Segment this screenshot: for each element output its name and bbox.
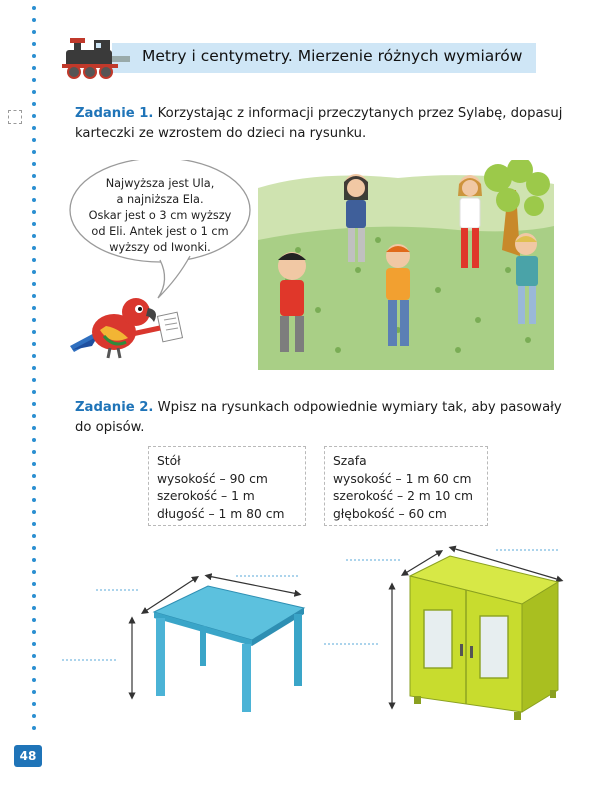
wardrobe-box-line-2: szerokość – 2 m 10 cm (333, 489, 473, 503)
margin-dot (32, 330, 36, 334)
margin-dot (32, 570, 36, 574)
margin-dot (32, 402, 36, 406)
wardrobe-dimensions-box (324, 446, 488, 526)
margin-dot (32, 342, 36, 346)
table-box-line-3: długość – 1 m 80 cm (157, 506, 285, 521)
wardrobe-box-title: Szafa (333, 454, 367, 468)
wardrobe-box-line-1: wysokość – 1 m 60 cm (333, 471, 472, 486)
margin-dot (32, 558, 36, 562)
margin-dot (32, 114, 36, 118)
bubble-line-4: od Eli. Antek jest o 1 cm (91, 225, 229, 238)
margin-dot (32, 390, 36, 394)
margin-dot (32, 354, 36, 358)
margin-dot (32, 222, 36, 226)
bubble-line-5: wyższy od Iwonki. (109, 241, 211, 254)
margin-dot (32, 654, 36, 658)
dimension-drawings (60, 540, 580, 730)
margin-dot (32, 198, 36, 202)
margin-dot (32, 102, 36, 106)
margin-dot (32, 666, 36, 670)
margin-dot (32, 66, 36, 70)
bubble-line-3: Oskar jest o 3 cm wyższy (88, 209, 232, 222)
task1-line2: karteczki ze wzrostem do dzieci na rysunku. (75, 126, 367, 141)
margin-dot (32, 186, 36, 190)
margin-dot (32, 90, 36, 94)
margin-dot (32, 714, 36, 718)
table-dimensions-box (148, 446, 306, 526)
margin-dot (32, 426, 36, 430)
margin-dot (32, 30, 36, 34)
margin-dot (32, 414, 36, 418)
margin-dot (32, 306, 36, 310)
task2-line1: Wpisz na rysunkach odpowiednie wymiary tak, aby pasowały (157, 400, 562, 415)
margin-dot (32, 618, 36, 622)
margin-dot (32, 678, 36, 682)
margin-dot (32, 462, 36, 466)
margin-dot (32, 438, 36, 442)
page-number: 48 (14, 745, 42, 767)
margin-dot (32, 234, 36, 238)
margin-dot (32, 630, 36, 634)
margin-dot (32, 246, 36, 250)
children-scene-illustration (258, 160, 554, 370)
task1-text (75, 104, 562, 144)
margin-dot (32, 378, 36, 382)
margin-dot (32, 294, 36, 298)
parrot-illustration (66, 288, 196, 368)
margin-dot (32, 594, 36, 598)
margin-dot (32, 138, 36, 142)
margin-dot (32, 258, 36, 262)
task2-label: Zadanie 2. (75, 400, 154, 415)
margin-dot (32, 642, 36, 646)
margin-dot (32, 474, 36, 478)
bubble-line-2: a najniższa Ela. (116, 193, 204, 206)
margin-dot (32, 18, 36, 22)
margin-dot (32, 318, 36, 322)
margin-dot (32, 162, 36, 166)
margin-dot (32, 726, 36, 730)
task2-text (75, 398, 562, 438)
margin-dot (32, 534, 36, 538)
margin-dot (32, 582, 36, 586)
page-title: Metry i centymetry. Mierzenie różnych wymiarów (142, 47, 523, 65)
margin-dot (32, 54, 36, 58)
task2-line2: do opisów. (75, 420, 145, 435)
margin-dot (32, 174, 36, 178)
margin-dot (32, 450, 36, 454)
margin-dot (32, 6, 36, 10)
margin-dot (32, 690, 36, 694)
margin-dot (32, 486, 36, 490)
margin-dot (32, 546, 36, 550)
margin-dot (32, 510, 36, 514)
bubble-text (80, 176, 240, 256)
train-icon (60, 36, 140, 82)
margin-dot (32, 366, 36, 370)
margin-dot (32, 522, 36, 526)
wardrobe-illustration (324, 548, 560, 720)
wardrobe-box-line-3: głębokość – 60 cm (333, 506, 447, 521)
margin-dot (32, 498, 36, 502)
bubble-line-1: Najwyższa jest Ula, (105, 177, 215, 190)
table-box-title: Stół (157, 454, 181, 468)
margin-dot (32, 270, 36, 274)
margin-dot (32, 606, 36, 610)
dashed-marker (8, 110, 22, 124)
margin-dot (32, 126, 36, 130)
margin-dot (32, 78, 36, 82)
margin-dot (32, 282, 36, 286)
table-box-line-2: szerokość – 1 m (157, 489, 255, 503)
task1-label: Zadanie 1. (75, 106, 154, 121)
table-box-line-1: wysokość – 90 cm (157, 471, 268, 486)
margin-dot (32, 210, 36, 214)
margin-dot (32, 150, 36, 154)
task1-line1: Korzystając z informacji przeczytanych przez Sylabę, dopasuj (157, 106, 563, 121)
table-illustration (62, 576, 304, 712)
margin-dot (32, 702, 36, 706)
margin-dot (32, 42, 36, 46)
